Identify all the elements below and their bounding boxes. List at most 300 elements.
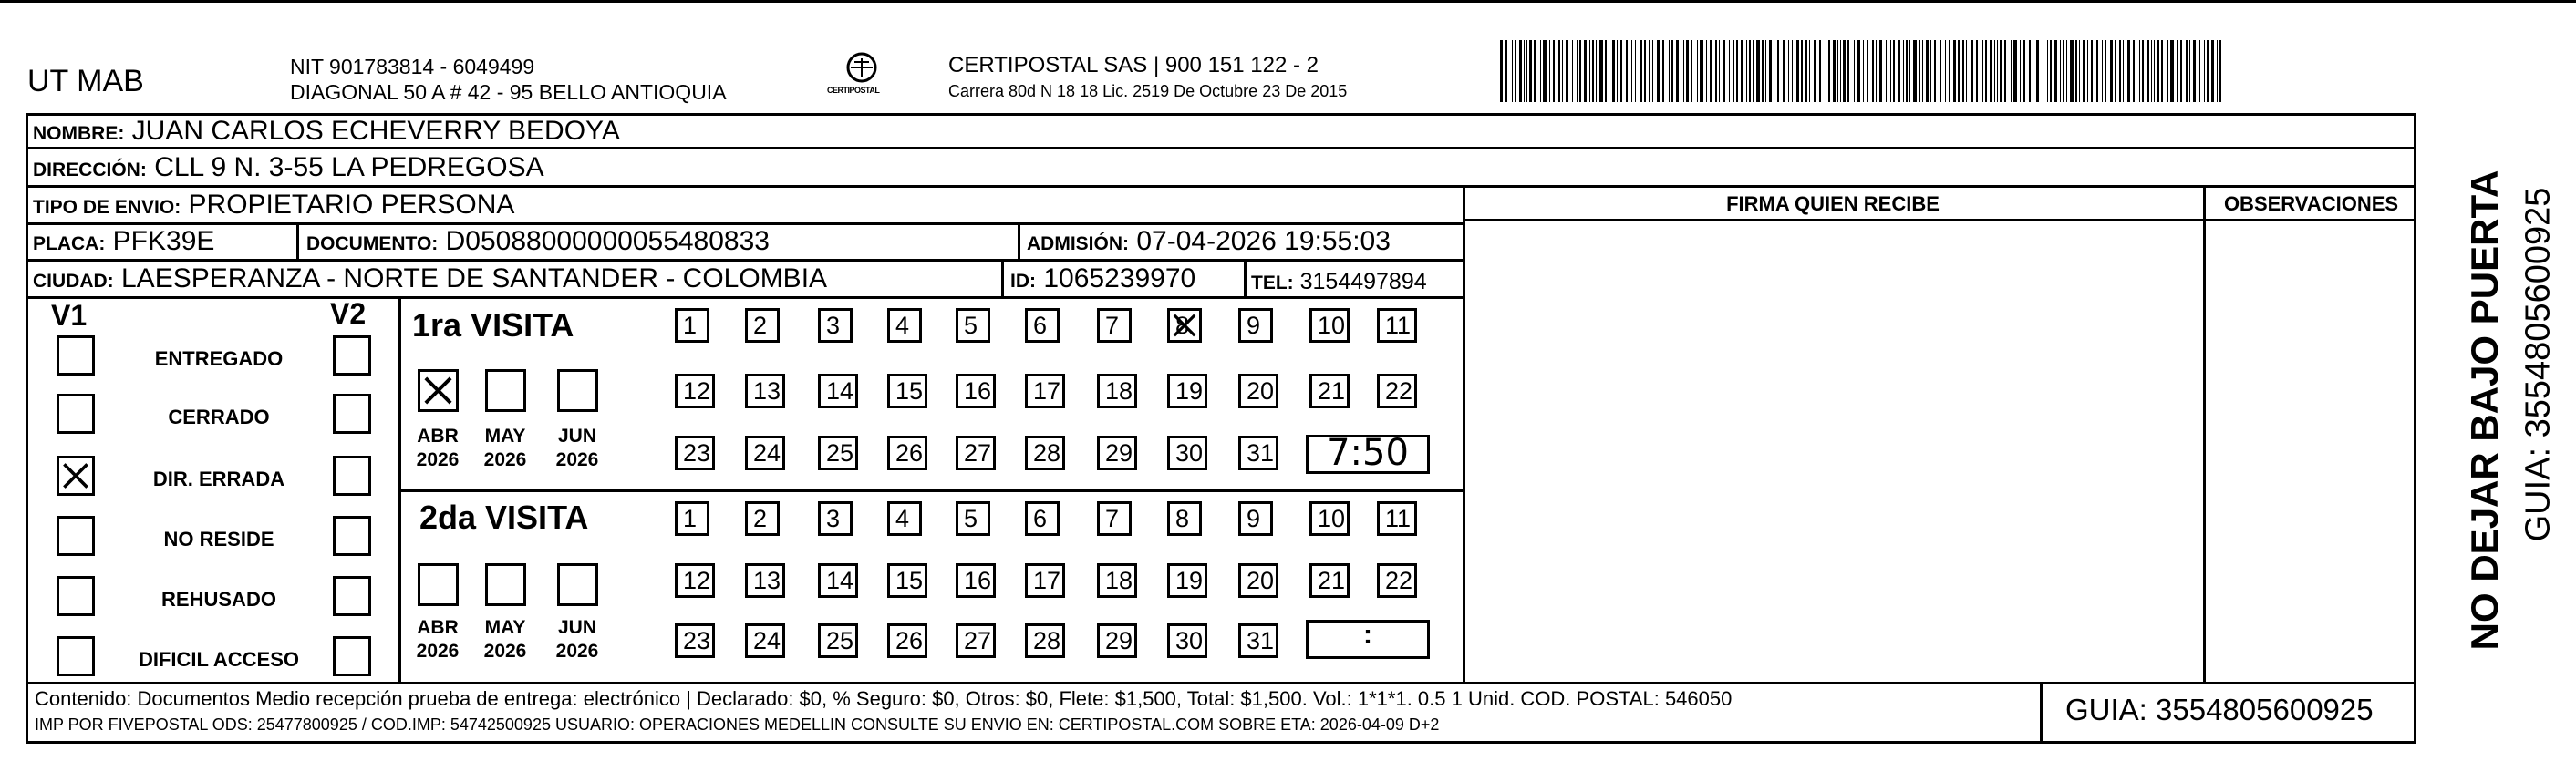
visit1-day-box[interactable]: 2 bbox=[745, 308, 780, 343]
visit1-day-box[interactable]: 23 bbox=[675, 436, 715, 470]
visit2-day-box[interactable]: 4 bbox=[887, 501, 922, 536]
barcode-bar bbox=[1631, 40, 1632, 102]
type-label: TIPO DE ENVIO: bbox=[33, 197, 181, 218]
company-nit: NIT 901783814 - 6049499 bbox=[290, 55, 535, 78]
barcode-bar bbox=[1801, 40, 1803, 102]
barcode-bar bbox=[2219, 40, 2221, 102]
barcode-bar bbox=[1729, 40, 1730, 102]
barcode-bar bbox=[1736, 40, 1738, 102]
barcode-bar bbox=[1592, 40, 1594, 102]
barcode-bar bbox=[1662, 40, 1664, 102]
barcode-bar bbox=[1700, 40, 1703, 102]
barcode-bar bbox=[1762, 40, 1764, 102]
visit2-day-box[interactable]: 17 bbox=[1025, 563, 1065, 598]
document-label: DOCUMENTO: bbox=[306, 233, 439, 254]
barcode-bar bbox=[1741, 40, 1743, 102]
barcode-bar bbox=[1753, 40, 1754, 102]
barcode-bar bbox=[2063, 40, 2064, 102]
visit1-month-checkbox[interactable] bbox=[418, 369, 459, 412]
barcode-bar bbox=[1589, 40, 1590, 102]
barcode-bar bbox=[1837, 40, 1838, 102]
barcode-bar bbox=[1872, 40, 1874, 102]
barcode-bar bbox=[1584, 40, 1587, 102]
barcode-bar bbox=[2110, 40, 2113, 102]
barcode-bar bbox=[1893, 40, 1895, 102]
barcode-bar bbox=[1990, 40, 1992, 102]
admission-value: 07-04-2026 19:55:03 bbox=[1136, 226, 1391, 256]
city-field bbox=[33, 263, 827, 297]
barcode-bar bbox=[1671, 40, 1673, 102]
visit2-day-box[interactable]: 28 bbox=[1025, 623, 1065, 658]
barcode-bar bbox=[2054, 40, 2057, 102]
carrier-address: Carrera 80d N 18 18 Lic. 2519 De Octubre 23 De 2015 bbox=[948, 82, 1348, 100]
barcode-bar bbox=[1512, 40, 1513, 102]
top-border bbox=[0, 0, 2576, 3]
visit2-day-box[interactable]: 21 bbox=[1309, 563, 1350, 598]
barcode-bar bbox=[1796, 40, 1799, 102]
plate-label: PLACA: bbox=[33, 233, 106, 254]
barcode-bar bbox=[2170, 40, 2174, 102]
barcode-bar bbox=[1515, 40, 1516, 102]
visit1-day-box[interactable]: 9 bbox=[1238, 308, 1273, 343]
barcode-bar bbox=[1765, 40, 1766, 102]
address-label: DIRECCIÓN: bbox=[33, 159, 147, 180]
name-field bbox=[33, 116, 620, 149]
barcode-bar bbox=[1719, 40, 1720, 102]
company-code: UT MAB bbox=[27, 64, 144, 98]
visit1-day-box[interactable]: 21 bbox=[1309, 374, 1350, 408]
visit1-day-box[interactable]: 5 bbox=[956, 308, 990, 343]
v2-checkbox[interactable] bbox=[333, 394, 371, 434]
visit2-month-checkbox[interactable] bbox=[485, 563, 526, 606]
barcode-bar bbox=[2011, 40, 2012, 102]
barcode-bar bbox=[1863, 40, 1864, 102]
col-line bbox=[1018, 222, 1020, 259]
company-address: DIAGONAL 50 A # 42 - 95 BELLO ANTIOQUIA bbox=[290, 80, 727, 104]
visit1-day-box[interactable]: 24 bbox=[745, 436, 785, 470]
barcode-bar bbox=[1524, 40, 1525, 102]
barcode-bar bbox=[2020, 40, 2021, 102]
col-line bbox=[1463, 185, 1465, 682]
barcode-bar bbox=[2102, 40, 2103, 102]
id-field bbox=[1010, 263, 1195, 297]
barcode-bar bbox=[1783, 40, 1785, 102]
v1-label: V1 bbox=[51, 299, 88, 332]
barcode-bar bbox=[2115, 40, 2116, 102]
barcode-bar bbox=[1919, 40, 1920, 102]
barcode-bar bbox=[1777, 40, 1779, 102]
barcode-bar bbox=[1529, 40, 1532, 102]
v2-checkbox[interactable] bbox=[333, 335, 371, 376]
status-label: DIFICIL ACCESO bbox=[138, 648, 299, 671]
visit1-day-box[interactable]: 7 bbox=[1097, 308, 1132, 343]
visit2-day-box[interactable]: 14 bbox=[818, 563, 858, 598]
barcode-bar bbox=[2189, 40, 2190, 102]
visit1-day-box[interactable]: 12 bbox=[675, 374, 715, 408]
barcode-bar bbox=[2047, 40, 2048, 102]
barcode-bar bbox=[1657, 40, 1660, 102]
city-label: CIUDAD: bbox=[33, 271, 114, 292]
v2-label: V2 bbox=[330, 297, 367, 330]
id-label: ID: bbox=[1010, 271, 1036, 292]
visit2-year-label: 2026 bbox=[483, 641, 527, 662]
visit1-month-label: JUN bbox=[557, 426, 596, 447]
status-label: REHUSADO bbox=[161, 588, 276, 611]
logo-text: CERTIPOSTAL bbox=[827, 86, 880, 95]
visit2-day-box[interactable]: 20 bbox=[1238, 563, 1278, 598]
barcode-bar bbox=[2204, 40, 2205, 102]
barcode-bar bbox=[1640, 40, 1642, 102]
barcode-bar bbox=[2199, 40, 2200, 102]
barcode-bar bbox=[2123, 40, 2124, 102]
barcode-bar bbox=[1805, 40, 1807, 102]
col-line bbox=[296, 222, 299, 259]
barcode-bar bbox=[1913, 40, 1917, 102]
barcode-bar bbox=[1599, 40, 1603, 102]
visit1-day-box[interactable]: 27 bbox=[956, 436, 996, 470]
v2-checkbox[interactable] bbox=[333, 576, 371, 616]
visit1-month-label: MAY bbox=[484, 426, 526, 447]
visit1-day-box[interactable]: 13 bbox=[745, 374, 785, 408]
barcode-bar bbox=[1792, 40, 1793, 102]
visit1-day-box[interactable]: 20 bbox=[1238, 374, 1278, 408]
v2-checkbox[interactable] bbox=[333, 636, 371, 676]
visit1-day-box[interactable]: 6 bbox=[1025, 308, 1060, 343]
barcode-bar bbox=[1683, 40, 1684, 102]
visit1-day-box[interactable]: 25 bbox=[818, 436, 858, 470]
barcode-bar bbox=[1788, 40, 1789, 102]
barcode-bar bbox=[1620, 40, 1622, 102]
barcode-bar bbox=[2161, 40, 2163, 102]
v1-checkbox[interactable] bbox=[57, 576, 95, 616]
barcode-bar bbox=[1847, 40, 1849, 102]
barcode-bar bbox=[1649, 40, 1650, 102]
barcode-bar bbox=[1867, 40, 1868, 102]
v1-checkbox[interactable] bbox=[57, 394, 95, 434]
v2-checkbox[interactable] bbox=[333, 516, 371, 556]
barcode-bar bbox=[1997, 40, 1998, 102]
barcode-bar bbox=[1526, 40, 1527, 102]
visit1-day-box[interactable]: 14 bbox=[818, 374, 858, 408]
barcode-bar bbox=[1715, 40, 1717, 102]
barcode-bar bbox=[1635, 40, 1636, 102]
barcode-bar bbox=[2060, 40, 2061, 102]
visit1-day-box[interactable]: 3 bbox=[818, 308, 853, 343]
barcode-bar bbox=[2004, 40, 2006, 102]
plate-field bbox=[33, 226, 214, 260]
signature-header: FIRMA QUIEN RECIBE bbox=[1726, 192, 1940, 215]
plate-value: PFK39E bbox=[112, 226, 215, 256]
visit1-month-label: ABR bbox=[417, 426, 459, 447]
side-guia: GUIA: 3554805600925 bbox=[2519, 187, 2558, 542]
v2-checkbox[interactable] bbox=[333, 456, 371, 496]
visit2-month-label: MAY bbox=[484, 617, 526, 638]
visit2-day-box[interactable]: 8 bbox=[1167, 501, 1202, 536]
visit2-day-box[interactable]: 31 bbox=[1238, 623, 1278, 658]
col-line bbox=[2040, 682, 2043, 744]
address-value: CLL 9 N. 3-55 LA PEDREGOSA bbox=[154, 152, 544, 182]
visit2-month-checkbox[interactable] bbox=[418, 563, 459, 606]
barcode-bar bbox=[1890, 40, 1891, 102]
status-label: DIR. ERRADA bbox=[152, 468, 285, 490]
barcode-bar bbox=[1676, 40, 1679, 102]
barcode-bar bbox=[2139, 40, 2140, 102]
barcode-bar bbox=[1940, 40, 1941, 102]
barcode-bar bbox=[1562, 40, 1563, 102]
visit1-day-box[interactable]: 8 bbox=[1167, 308, 1202, 343]
barcode-bar bbox=[1644, 40, 1646, 102]
barcode-bar bbox=[1691, 40, 1692, 102]
tel-field bbox=[1251, 266, 1427, 299]
visit2-day-box[interactable]: 9 bbox=[1238, 501, 1273, 536]
visit1-day-box[interactable]: 26 bbox=[887, 436, 927, 470]
visit2-title: 2da VISITA bbox=[419, 499, 589, 536]
barcode-bar bbox=[2133, 40, 2135, 102]
barcode-bar bbox=[2211, 40, 2214, 102]
barcode-bar bbox=[1985, 40, 1987, 102]
visit2-month-checkbox[interactable] bbox=[557, 563, 598, 606]
barcode-bar bbox=[1733, 40, 1734, 102]
footer-imp: IMP POR FIVEPOSTAL ODS: 25477800925 / COD.IMP: 54742500925 USUARIO: OPERACIONES MEDELLIN CONSULTE SU ENVIO EN: CERTIPOSTAL.COM SOBRE ETA: 2026-04-09 D+2 bbox=[35, 715, 1440, 734]
visit2-day-box[interactable]: 2 bbox=[745, 501, 780, 536]
visit2-day-box[interactable]: 13 bbox=[745, 563, 785, 598]
visit2-day-box[interactable]: 26 bbox=[887, 623, 927, 658]
barcode-bar bbox=[1953, 40, 1956, 102]
barcode-bar bbox=[2036, 40, 2039, 102]
visit2-day-box[interactable]: 25 bbox=[818, 623, 858, 658]
footer-guia: GUIA: 3554805600925 bbox=[2065, 693, 2374, 726]
visit1-time: 7:50 bbox=[1327, 432, 1409, 474]
visit1-year-label: 2026 bbox=[555, 449, 599, 470]
barcode-bar bbox=[2193, 40, 2196, 102]
visit2-day-box[interactable]: 23 bbox=[675, 623, 715, 658]
visit2-day-box[interactable]: 22 bbox=[1377, 563, 1417, 598]
barcode bbox=[1500, 40, 2229, 102]
visit1-day-box[interactable]: 31 bbox=[1238, 436, 1278, 470]
barcode-bar bbox=[1982, 40, 1983, 102]
visit2-day-box[interactable]: 16 bbox=[956, 563, 996, 598]
visit2-day-box[interactable]: 30 bbox=[1167, 623, 1207, 658]
barcode-bar bbox=[1612, 40, 1615, 102]
barcode-bar bbox=[1558, 40, 1560, 102]
visit2-day-box[interactable]: 27 bbox=[956, 623, 996, 658]
barcode-bar bbox=[1534, 40, 1536, 102]
barcode-bar bbox=[1697, 40, 1698, 102]
city-value: LAESPERANZA - NORTE DE SANTANDER - COLOMBIA bbox=[121, 263, 828, 293]
barcode-bar bbox=[2217, 40, 2218, 102]
barcode-bar bbox=[2029, 40, 2031, 102]
barcode-bar bbox=[1566, 40, 1568, 102]
v1-checkbox[interactable] bbox=[57, 516, 95, 556]
visit2-day-box[interactable]: 11 bbox=[1377, 501, 1417, 536]
barcode-bar bbox=[1934, 40, 1936, 102]
barcode-bar bbox=[1710, 40, 1712, 102]
barcode-bar bbox=[1605, 40, 1607, 102]
visit2-day-box[interactable]: 18 bbox=[1097, 563, 1137, 598]
barcode-bar bbox=[2186, 40, 2188, 102]
admission-label: ADMISIÓN: bbox=[1027, 233, 1129, 254]
visit1-day-box[interactable]: 17 bbox=[1025, 374, 1065, 408]
visit1-day-box[interactable]: 4 bbox=[887, 308, 922, 343]
col-line bbox=[2203, 185, 2206, 682]
barcode-bar bbox=[1966, 40, 1967, 102]
barcode-bar bbox=[1843, 40, 1846, 102]
barcode-bar bbox=[2142, 40, 2144, 102]
barcode-bar bbox=[1886, 40, 1887, 102]
document-value: D05088000000055480833 bbox=[445, 226, 770, 256]
visit1-day-box[interactable]: 18 bbox=[1097, 374, 1137, 408]
barcode-bar bbox=[1723, 40, 1725, 102]
barcode-bar bbox=[1540, 40, 1541, 102]
visit-divider bbox=[398, 489, 1463, 492]
barcode-bar bbox=[1505, 40, 1507, 102]
name-value: JUAN CARLOS ECHEVERRY BEDOYA bbox=[131, 116, 620, 146]
barcode-bar bbox=[1626, 40, 1628, 102]
barcode-bar bbox=[1962, 40, 1964, 102]
visit1-year-label: 2026 bbox=[416, 449, 460, 470]
barcode-bar bbox=[2154, 40, 2155, 102]
barcode-bar bbox=[2127, 40, 2130, 102]
side-instruction: NO DEJAR BAJO PUERTA bbox=[2463, 170, 2506, 651]
barcode-bar bbox=[1958, 40, 1960, 102]
visit1-day-box[interactable]: 22 bbox=[1377, 374, 1417, 408]
barcode-bar bbox=[1686, 40, 1689, 102]
visit2-day-box[interactable]: 29 bbox=[1097, 623, 1137, 658]
barcode-bar bbox=[2096, 40, 2098, 102]
visit1-day-box[interactable]: 16 bbox=[956, 374, 996, 408]
barcode-bar bbox=[1819, 40, 1821, 102]
v1-checkbox[interactable] bbox=[57, 456, 95, 496]
visit2-year-label: 2026 bbox=[555, 641, 599, 662]
barcode-bar bbox=[2050, 40, 2052, 102]
barcode-bar bbox=[1854, 40, 1855, 102]
barcode-bar bbox=[1500, 40, 1503, 102]
visit2-day-box[interactable]: 15 bbox=[887, 563, 927, 598]
barcode-bar bbox=[1857, 40, 1860, 102]
visit1-title: 1ra VISITA bbox=[412, 306, 574, 344]
barcode-bar bbox=[1756, 40, 1760, 102]
status-label: ENTREGADO bbox=[154, 347, 284, 370]
barcode-bar bbox=[2013, 40, 2017, 102]
barcode-bar bbox=[2167, 40, 2168, 102]
barcode-bar bbox=[2079, 40, 2080, 102]
barcode-bar bbox=[2207, 40, 2209, 102]
visit1-year-label: 2026 bbox=[483, 449, 527, 470]
barcode-bar bbox=[1577, 40, 1578, 102]
visit1-day-box[interactable]: 11 bbox=[1377, 308, 1417, 343]
barcode-bar bbox=[1906, 40, 1908, 102]
barcode-bar bbox=[2119, 40, 2121, 102]
barcode-bar bbox=[1706, 40, 1707, 102]
barcode-bar bbox=[1930, 40, 1931, 102]
barcode-bar bbox=[1879, 40, 1882, 102]
barcode-bar bbox=[1572, 40, 1573, 102]
visit2-day-box[interactable]: 6 bbox=[1025, 501, 1060, 536]
barcode-bar bbox=[2177, 40, 2178, 102]
barcode-bar bbox=[1840, 40, 1841, 102]
visit2-day-box[interactable]: 1 bbox=[675, 501, 709, 536]
certipostal-logo bbox=[825, 51, 898, 104]
barcode-bar bbox=[1543, 40, 1547, 102]
barcode-bar bbox=[2023, 40, 2025, 102]
barcode-bar bbox=[1549, 40, 1550, 102]
visit2-day-box[interactable]: 24 bbox=[745, 623, 785, 658]
barcode-bar bbox=[1809, 40, 1810, 102]
id-value: 1065239970 bbox=[1043, 263, 1196, 293]
col-line bbox=[1244, 259, 1247, 296]
barcode-bar bbox=[2087, 40, 2088, 102]
visit2-time: : bbox=[1363, 620, 1372, 650]
barcode-bar bbox=[1814, 40, 1816, 102]
visit2-day-box[interactable]: 19 bbox=[1167, 563, 1207, 598]
barcode-bar bbox=[1971, 40, 1973, 102]
barcode-bar bbox=[1949, 40, 1950, 102]
status-label: CERRADO bbox=[168, 406, 270, 428]
visit1-day-box[interactable]: 30 bbox=[1167, 436, 1207, 470]
document-field bbox=[306, 226, 770, 260]
barcode-bar bbox=[2083, 40, 2085, 102]
barcode-bar bbox=[1898, 40, 1900, 102]
barcode-bar bbox=[2151, 40, 2152, 102]
v1-checkbox[interactable] bbox=[57, 335, 95, 376]
visit2-day-box[interactable]: 7 bbox=[1097, 501, 1132, 536]
row-line bbox=[1463, 219, 2416, 221]
visit2-day-box[interactable]: 10 bbox=[1309, 501, 1350, 536]
barcode-bar bbox=[1617, 40, 1618, 102]
barcode-bar bbox=[2180, 40, 2182, 102]
address-field bbox=[33, 152, 544, 186]
type-value: PROPIETARIO PERSONA bbox=[188, 190, 515, 220]
barcode-bar bbox=[2070, 40, 2074, 102]
barcode-bar bbox=[2157, 40, 2159, 102]
visit2-day-box[interactable]: 3 bbox=[818, 501, 853, 536]
visit2-day-box[interactable]: 12 bbox=[675, 563, 715, 598]
visit1-day-box[interactable]: 29 bbox=[1097, 436, 1137, 470]
barcode-bar bbox=[1519, 40, 1522, 102]
barcode-bar bbox=[2105, 40, 2106, 102]
barcode-bar bbox=[1876, 40, 1877, 102]
visit2-month-label: ABR bbox=[417, 617, 459, 638]
visit1-day-box[interactable]: 19 bbox=[1167, 374, 1207, 408]
barcode-bar bbox=[1903, 40, 1904, 102]
admission-field bbox=[1027, 226, 1391, 260]
barcode-bar bbox=[1553, 40, 1555, 102]
visit2-month-label: JUN bbox=[557, 617, 596, 638]
name-label: NOMBRE: bbox=[33, 123, 125, 144]
visit1-month-checkbox[interactable] bbox=[485, 369, 526, 412]
barcode-bar bbox=[2147, 40, 2149, 102]
visit1-day-box[interactable]: 15 bbox=[887, 374, 927, 408]
v1-checkbox[interactable] bbox=[57, 636, 95, 676]
visit1-day-box[interactable]: 10 bbox=[1309, 308, 1350, 343]
visit1-day-box[interactable]: 1 bbox=[675, 308, 709, 343]
row-line bbox=[26, 682, 2416, 684]
col-line bbox=[1001, 259, 1004, 296]
visit1-month-checkbox[interactable] bbox=[557, 369, 598, 412]
type-field bbox=[33, 190, 514, 223]
barcode-bar bbox=[2075, 40, 2077, 102]
visit2-day-box[interactable]: 5 bbox=[956, 501, 990, 536]
barcode-bar bbox=[2066, 40, 2067, 102]
barcode-bar bbox=[1926, 40, 1929, 102]
visit1-day-box[interactable]: 28 bbox=[1025, 436, 1065, 470]
barcode-bar bbox=[2000, 40, 2002, 102]
tel-value: 3154497894 bbox=[1299, 269, 1427, 294]
barcode-bar bbox=[1828, 40, 1830, 102]
visit2-year-label: 2026 bbox=[416, 641, 460, 662]
barcode-bar bbox=[1579, 40, 1581, 102]
tel-label: TEL: bbox=[1251, 273, 1294, 293]
